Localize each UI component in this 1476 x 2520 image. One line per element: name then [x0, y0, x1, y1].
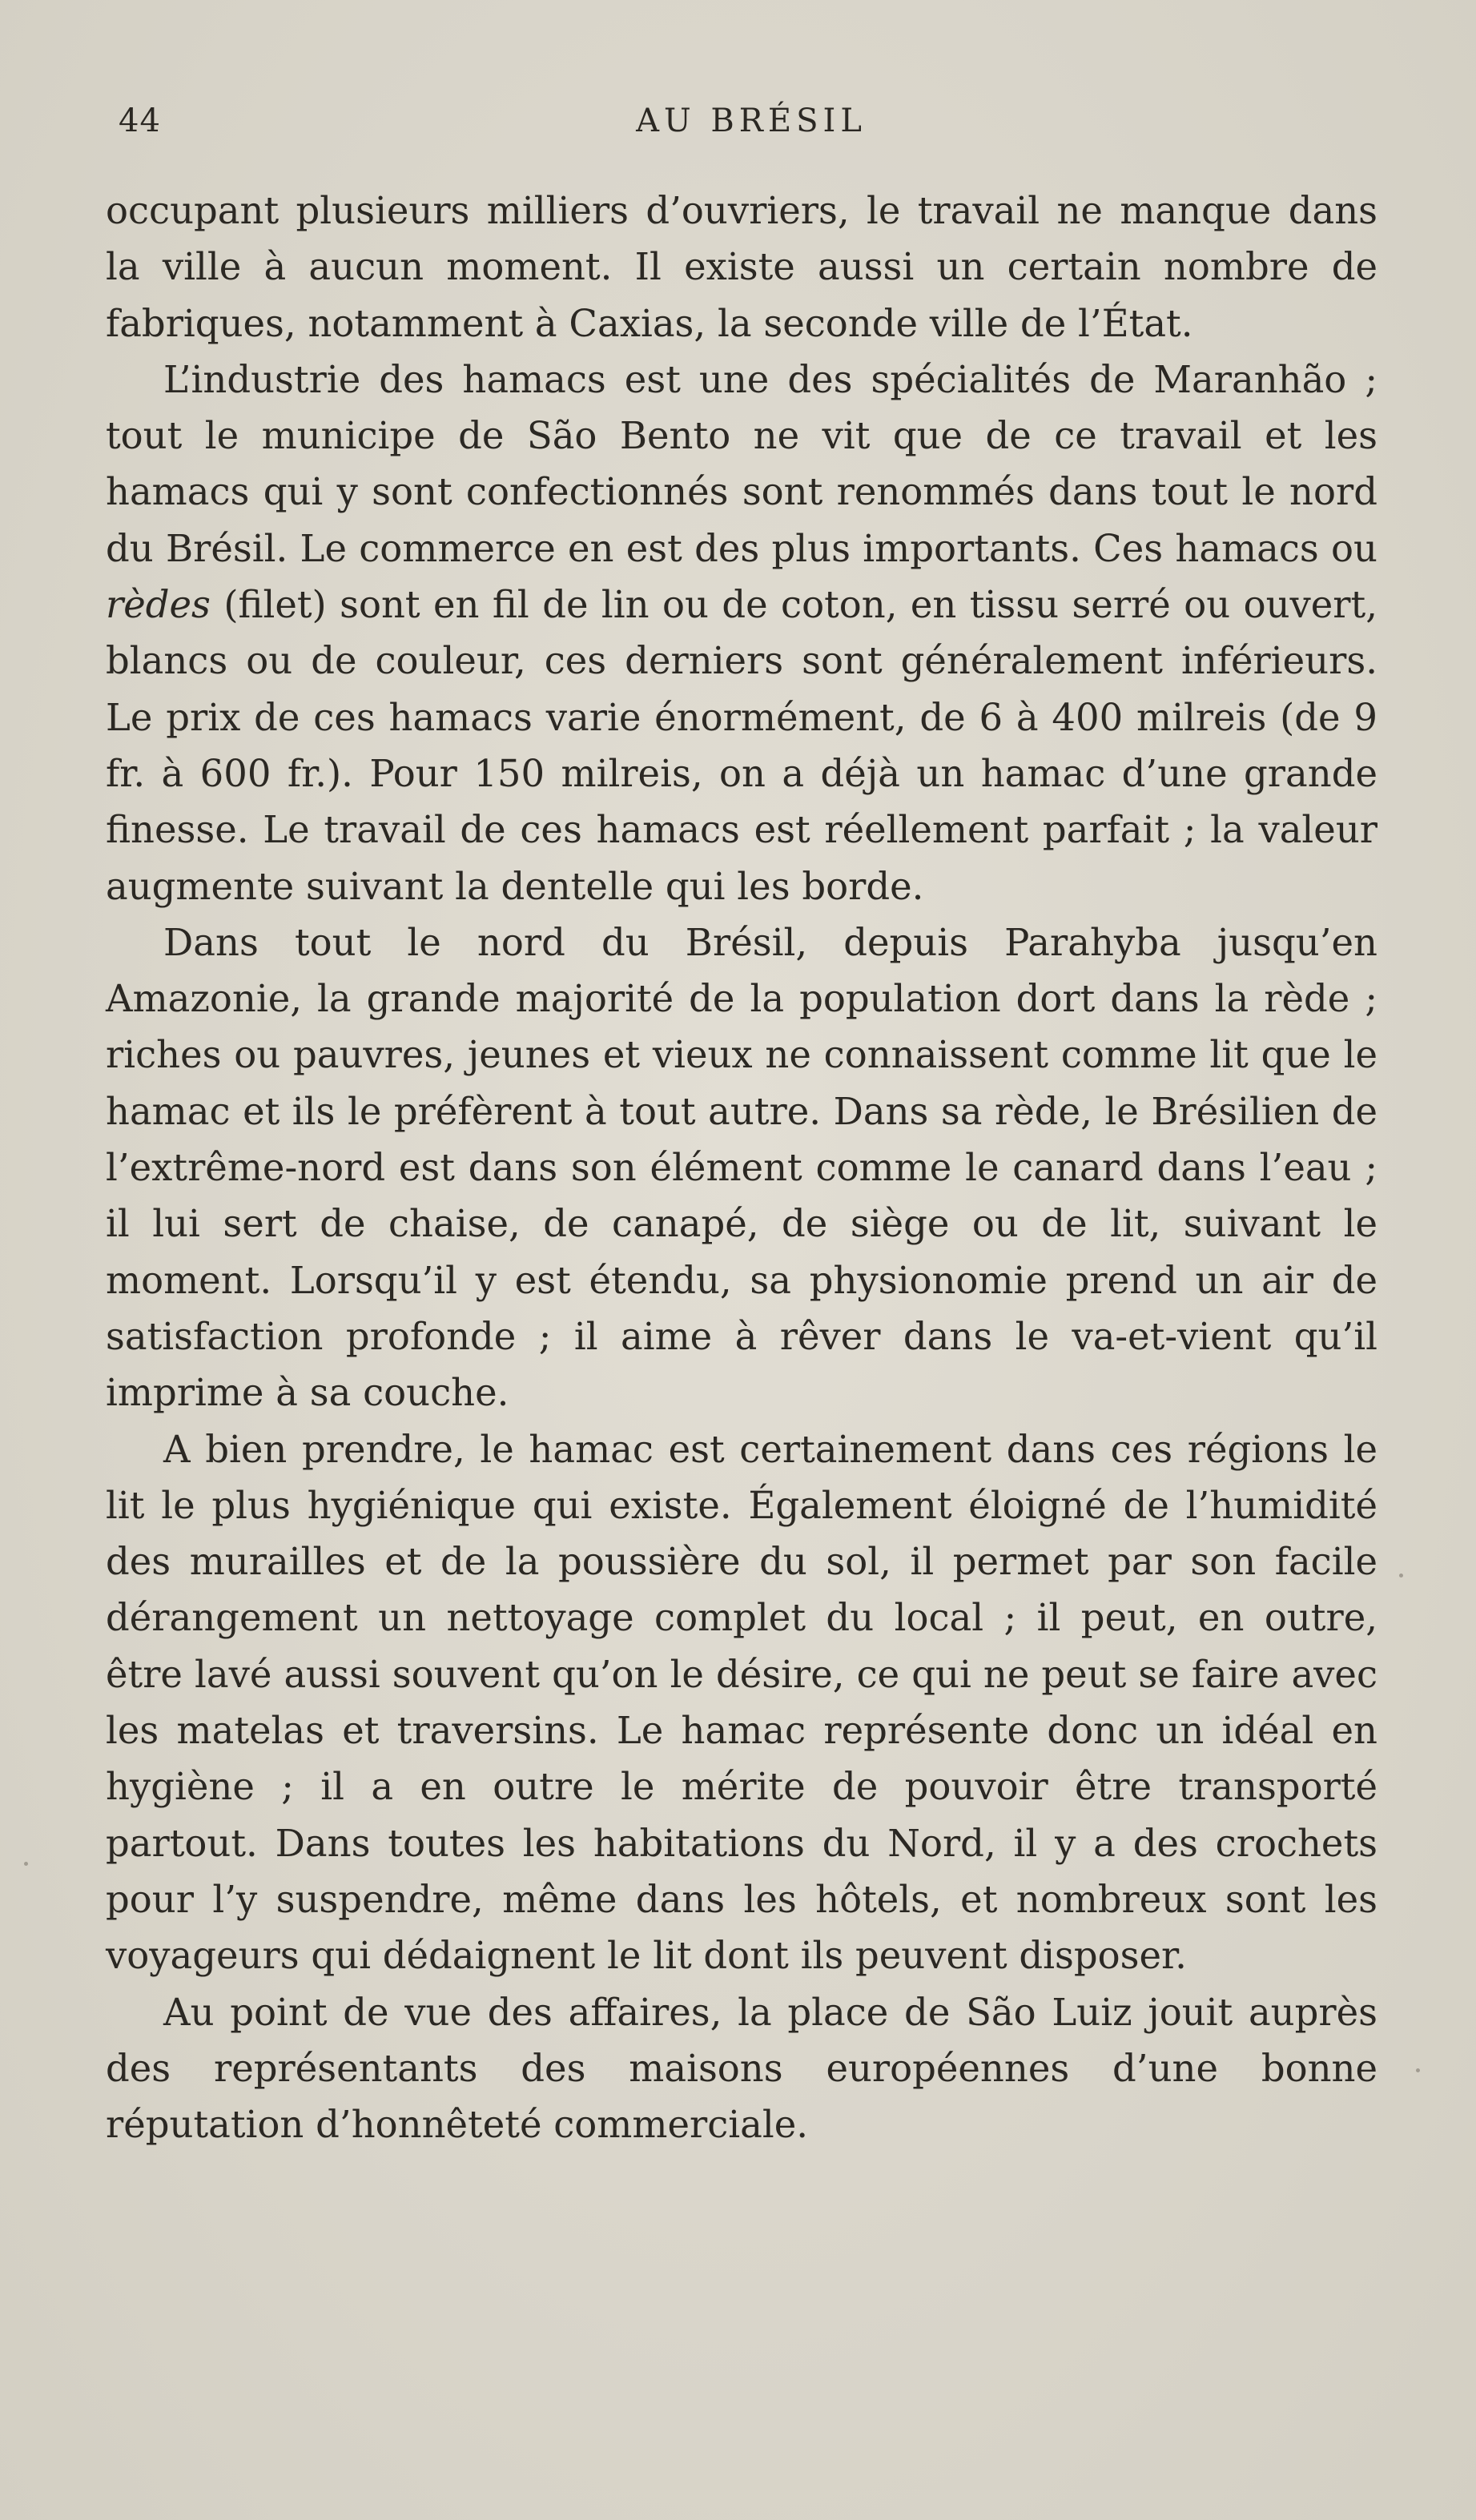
- page-number: 44: [119, 102, 161, 139]
- paragraph-hammock-industry-part2: (filet) sont en fil de lin ou de coton, en tissu serré ou ouvert, blancs ou de couleur, ces derniers sont généralement inférieurs. Le prix de ces hamacs varie énormément, de 6 à 400 milreis (de 9 fr. à 600 fr.). Pour 150 milreis, on a déjà un hamac d’une grande finesse. Le travail de ces hamacs est réellement parfait ; la valeur augmente suivant la dentelle qui les borde.: [106, 583, 1377, 908]
- running-head: [119, 102, 1384, 151]
- body-text: [106, 183, 1377, 2152]
- paragraph-hammock-industry: [106, 352, 1377, 914]
- paragraph-business-reputation: Au point de vue des affaires, la place de São Luiz jouit auprès des représentants des maisons européennes d’une bonne réputation d’honnêteté commerciale.: [106, 1990, 1377, 2147]
- italic-term-redes: rèdes: [106, 583, 211, 627]
- paragraph-hammock-industry-part1: L’industrie des hamacs est une des spécialités de Maranhão ; tout le municipe de São Bento ne vit que de ce travail et les hamacs qui y sont confectionnés sont renommés dans tout le nord du Brésil. Le commerce en est des plus importants. Ces hamacs ou: [106, 357, 1377, 570]
- paper-speck: [1416, 2068, 1420, 2072]
- paragraph-hygiene: A bien prendre, le hamac est certainement dans ces régions le lit le plus hygiénique qui existe. Également éloigné de l’humidité des murailles et de la poussière du sol, il permet par son facile dérangement un nettoyage complet du local ; il peut, en outre, être lavé aussi souvent qu’on le désire, ce qui ne peut se faire avec les matelas et traversins. Le hamac représente donc un idéal en hygiène ; il a en outre le mérite de pouvoir être transporté partout. Dans toutes les habitations du Nord, il y a des crochets pour l’y suspendre, même dans les hôtels, et nombreux sont les voyageurs qui dédaignent le lit dont ils peuvent disposer.: [106, 1427, 1377, 1978]
- paragraph-sleeping-in-hammock: Dans tout le nord du Brésil, depuis Parahyba jusqu’en Amazonie, la grande majorité de la population dort dans la rède ; riches ou pauvres, jeunes et vieux ne connaissent comme lit que le hamac et ils le préfèrent à tout autre. Dans sa rède, le Brésilien de l’extrême-nord est dans son élément comme le canard dans l’eau ; il lui sert de chaise, de canapé, de siège ou de lit, suivant le moment. Lorsqu’il y est étendu, sa physionomie prend un air de satisfaction profonde ; il aime à rêver dans le va-et-vient qu’il imprime à sa couche.: [106, 920, 1377, 1415]
- paragraph-continuation: occupant plusieurs milliers d’ouvriers, le travail ne manque dans la ville à aucun moment. Il existe aussi un certain nombre de fabriques, notamment à Caxias, la seconde ville de l’État.: [106, 189, 1377, 345]
- paper-speck: [1399, 1573, 1403, 1578]
- running-title: AU BRÉSIL: [636, 102, 867, 139]
- paper-speck: [24, 1862, 28, 1866]
